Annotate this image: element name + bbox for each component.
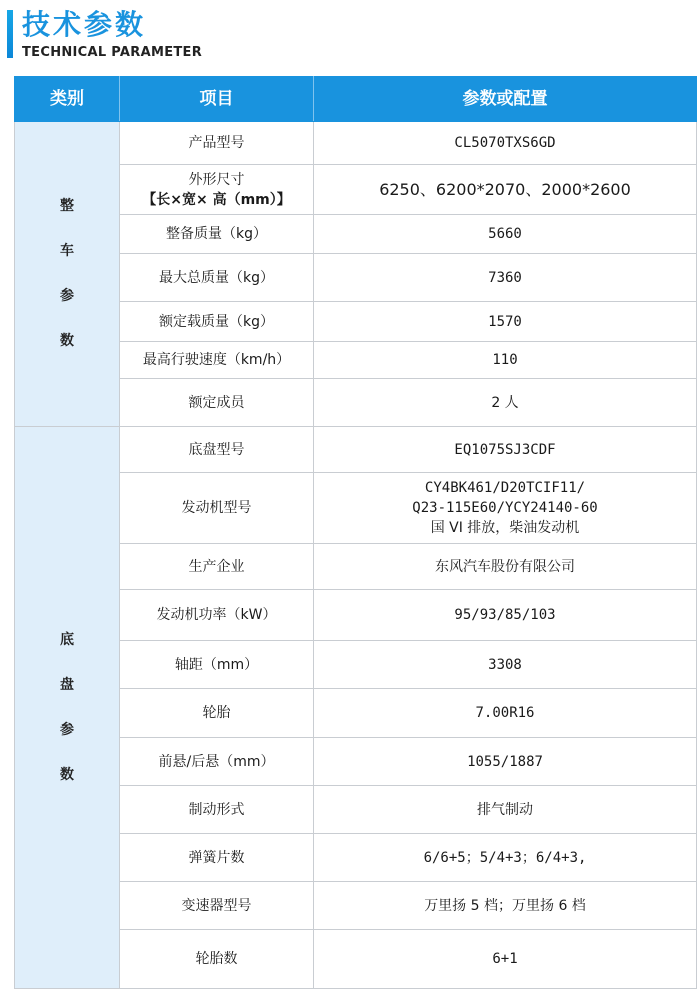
value-cell: CL5070TXS6GD [314,122,697,165]
table-header-row [15,77,697,122]
item-cell: 轮胎数 [120,930,314,989]
category-char: 盘 [60,676,74,693]
item-cell: 产品型号 [120,122,314,165]
value-cell: 6+1 [314,930,697,989]
item-cell: 生产企业 [120,544,314,590]
value-cell: 东风汽车股份有限公司 [314,544,697,590]
page-header [0,0,700,70]
value-line: CY4BK461/D20TCIF11/ [424,480,586,496]
category-char: 车 [60,243,74,259]
item-line: 【长×宽× 高（mm）】 [142,191,291,208]
value-cell: 排气制动 [314,786,697,834]
page-title: 技术参数 [22,8,147,41]
item-cell: 最高行驶速度（km/h） [120,342,314,379]
item-cell: 额定载质量（kg） [120,302,314,342]
category-char: 参 [60,721,74,738]
category-char: 数 [60,766,74,783]
value-cell: EQ1075SJ3CDF [314,427,697,473]
category-char: 整 [60,198,74,214]
value-cell: 1055/1887 [314,738,697,786]
item-cell: 底盘型号 [120,427,314,473]
value-line: 国 VI 排放，柴油发动机 [430,520,580,536]
item-cell: 变速器型号 [120,882,314,930]
item-cell: 整备质量（kg） [120,215,314,254]
value-cell: 万里扬 5 档；万里扬 6 档 [314,882,697,930]
value-cell: 95/93/85/103 [314,590,697,641]
title-accent-bar [7,10,13,58]
item-cell: 前悬/后悬（mm） [120,738,314,786]
category-vehicle-params [15,122,120,427]
column-header-category: 类别 [15,77,120,122]
value-cell: 6/6+5；5/4+3；6/4+3, [314,834,697,882]
category-chassis-params [15,427,120,989]
value-cell: 7.00R16 [314,689,697,738]
table-row [15,427,697,473]
value-cell [314,473,697,544]
value-line: Q23-115E60/YCY24140-60 [412,500,598,516]
column-header-value: 参数或配置 [314,77,697,122]
value-cell: 1570 [314,302,697,342]
value-cell: 2 人 [314,379,697,427]
page-subtitle: TECHNICAL PARAMETER [22,45,203,60]
item-cell: 额定成员 [120,379,314,427]
item-line: 外形尺寸 [188,171,245,188]
category-char: 参 [60,288,74,304]
spec-table [14,76,697,989]
table-row [15,122,697,165]
category-char: 数 [60,333,74,349]
item-cell: 发动机功率（kW） [120,590,314,641]
value-cell: 7360 [314,254,697,302]
item-cell: 轮胎 [120,689,314,738]
value-cell: 3308 [314,641,697,689]
value-cell: 5660 [314,215,697,254]
column-header-item: 项目 [120,77,314,122]
item-cell [120,165,314,215]
category-char: 底 [60,631,74,648]
item-cell: 轴距（mm） [120,641,314,689]
item-cell: 发动机型号 [120,473,314,544]
item-cell: 弹簧片数 [120,834,314,882]
value-cell: 6250、6200*2070、2000*2600 [314,165,697,215]
item-cell: 制动形式 [120,786,314,834]
item-cell: 最大总质量（kg） [120,254,314,302]
value-cell: 110 [314,342,697,379]
